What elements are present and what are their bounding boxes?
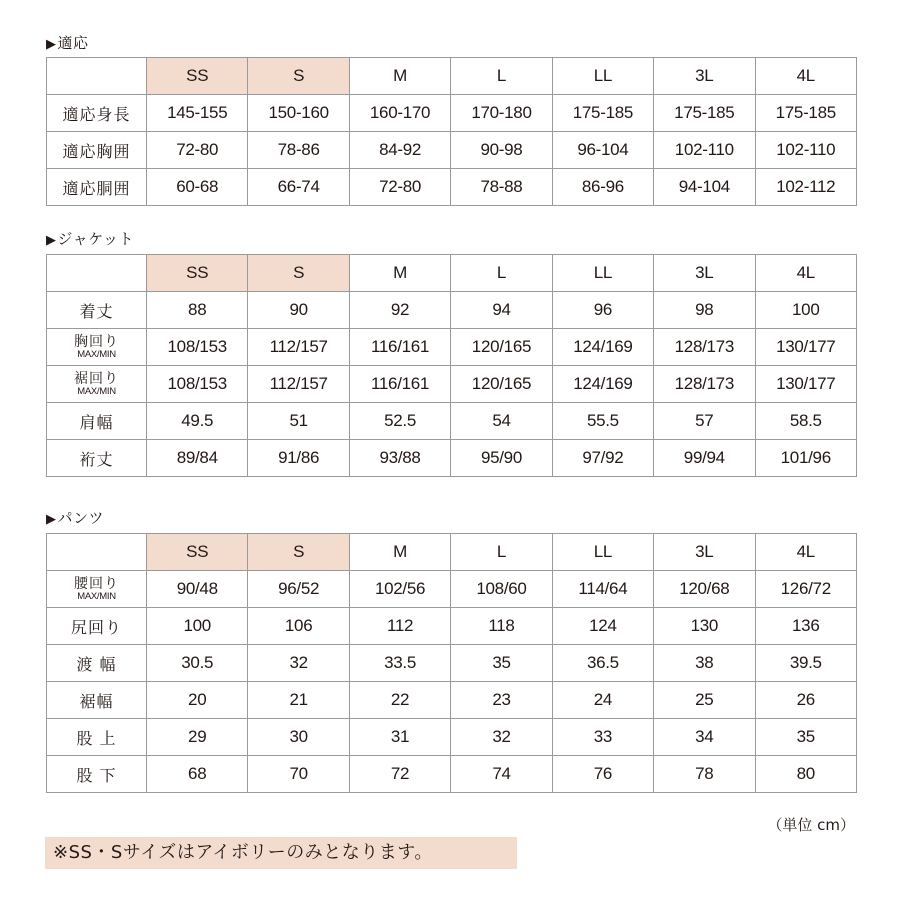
value-cell: 124 [552,608,653,645]
value-cell: 120/165 [451,329,552,366]
size-header-4l: 4L [755,534,856,571]
row-label: 適応胸囲 [47,132,147,169]
value-cell: 92 [349,292,450,329]
value-cell: 57 [654,403,755,440]
value-cell: 68 [147,756,248,793]
value-cell: 93/88 [349,440,450,477]
table-row [47,403,857,440]
row-label: 適応身長 [47,95,147,132]
value-cell: 35 [451,645,552,682]
value-cell: 128/173 [654,366,755,403]
row-label: 渡 幅 [47,645,147,682]
corner-cell [47,534,147,571]
value-cell: 97/92 [552,440,653,477]
availability-note: ※SS・Sサイズはアイボリーのみとなります。 [45,837,517,869]
value-cell: 98 [654,292,755,329]
table-row [47,571,857,608]
value-cell: 72-80 [147,132,248,169]
value-cell: 58.5 [755,403,856,440]
value-cell: 102/56 [349,571,450,608]
value-cell: 112 [349,608,450,645]
row-label-sub: MAX/MIN [77,385,116,397]
size-header-ss: SS [147,58,248,95]
value-cell: 20 [147,682,248,719]
value-cell: 116/161 [349,329,450,366]
row-label-main: 胸回り [74,333,119,350]
value-cell: 24 [552,682,653,719]
value-cell: 136 [755,608,856,645]
row-label: 尻回り [47,608,147,645]
value-cell: 84-92 [349,132,450,169]
row-label-main: 腰回り [74,575,119,592]
header-row [47,58,857,95]
value-cell: 66-74 [248,169,349,206]
size-header-ll: LL [552,255,653,292]
value-cell: 94 [451,292,552,329]
section-title-text: パンツ [57,509,105,527]
corner-cell [47,58,147,95]
value-cell: 25 [654,682,755,719]
value-cell: 118 [451,608,552,645]
size-header-3l: 3L [654,58,755,95]
value-cell: 101/96 [755,440,856,477]
value-cell: 91/86 [248,440,349,477]
table-row [47,292,857,329]
value-cell: 78 [654,756,755,793]
value-cell: 60-68 [147,169,248,206]
header-row [47,255,857,292]
section-title-pants [46,509,104,529]
value-cell: 76 [552,756,653,793]
value-cell: 30.5 [147,645,248,682]
unit-label: （単位 cm） [767,816,855,834]
size-header-ll: LL [552,534,653,571]
value-cell: 55.5 [552,403,653,440]
value-cell: 26 [755,682,856,719]
value-cell: 72 [349,756,450,793]
value-cell: 88 [147,292,248,329]
row-label: 裾幅 [47,682,147,719]
value-cell: 90/48 [147,571,248,608]
value-cell: 112/157 [248,366,349,403]
value-cell: 120/165 [451,366,552,403]
value-cell: 102-110 [654,132,755,169]
table-row [47,329,857,366]
section-title-jacket [46,230,134,250]
section-title-text: ジャケット [57,230,134,248]
table-row [47,719,857,756]
table-row [47,608,857,645]
value-cell: 130/177 [755,329,856,366]
value-cell: 51 [248,403,349,440]
value-cell: 72-80 [349,169,450,206]
value-cell: 23 [451,682,552,719]
table-row [47,132,857,169]
value-cell: 33 [552,719,653,756]
header-row [47,534,857,571]
value-cell: 35 [755,719,856,756]
value-cell: 100 [147,608,248,645]
value-cell: 130/177 [755,366,856,403]
size-header-l: L [451,255,552,292]
value-cell: 120/68 [654,571,755,608]
value-cell: 124/169 [552,329,653,366]
value-cell: 102-112 [755,169,856,206]
value-cell: 170-180 [451,95,552,132]
value-cell: 39.5 [755,645,856,682]
value-cell: 32 [451,719,552,756]
jacket-size-table [46,254,857,477]
value-cell: 54 [451,403,552,440]
value-cell: 90 [248,292,349,329]
table-row [47,756,857,793]
triangle-marker-icon: ▶ [46,233,57,248]
value-cell: 175-185 [654,95,755,132]
size-header-l: L [451,58,552,95]
value-cell: 21 [248,682,349,719]
value-cell: 78-86 [248,132,349,169]
value-cell: 128/173 [654,329,755,366]
table-row [47,169,857,206]
row-label [47,366,147,403]
value-cell: 106 [248,608,349,645]
value-cell: 96 [552,292,653,329]
value-cell: 33.5 [349,645,450,682]
triangle-marker-icon: ▶ [46,37,57,52]
size-header-3l: 3L [654,255,755,292]
table-row [47,645,857,682]
triangle-marker-icon: ▶ [46,512,57,527]
row-label-sub: MAX/MIN [77,348,116,360]
section-title-text: 適応 [57,34,89,52]
size-header-3l: 3L [654,534,755,571]
value-cell: 29 [147,719,248,756]
value-cell: 150-160 [248,95,349,132]
row-label: 股 下 [47,756,147,793]
value-cell: 116/161 [349,366,450,403]
size-header-l: L [451,534,552,571]
value-cell: 108/153 [147,366,248,403]
size-header-s: S [248,58,349,95]
value-cell: 130 [654,608,755,645]
row-label: 適応胴囲 [47,169,147,206]
value-cell: 94-104 [654,169,755,206]
row-label: 股 上 [47,719,147,756]
row-label-sub: MAX/MIN [77,590,116,602]
value-cell: 99/94 [654,440,755,477]
value-cell: 22 [349,682,450,719]
value-cell: 108/153 [147,329,248,366]
size-header-m: M [349,58,450,95]
size-header-4l: 4L [755,58,856,95]
value-cell: 80 [755,756,856,793]
value-cell: 96/52 [248,571,349,608]
value-cell: 112/157 [248,329,349,366]
corner-cell [47,255,147,292]
table-row [47,366,857,403]
value-cell: 52.5 [349,403,450,440]
value-cell: 90-98 [451,132,552,169]
value-cell: 70 [248,756,349,793]
row-label: 肩幅 [47,403,147,440]
value-cell: 95/90 [451,440,552,477]
row-label: 着丈 [47,292,147,329]
value-cell: 49.5 [147,403,248,440]
pants-size-table [46,533,857,793]
table-row [47,682,857,719]
fit-size-table [46,57,857,206]
size-header-m: M [349,255,450,292]
value-cell: 100 [755,292,856,329]
value-cell: 74 [451,756,552,793]
value-cell: 145-155 [147,95,248,132]
value-cell: 108/60 [451,571,552,608]
size-header-4l: 4L [755,255,856,292]
row-label: 裄丈 [47,440,147,477]
value-cell: 31 [349,719,450,756]
value-cell: 36.5 [552,645,653,682]
value-cell: 175-185 [552,95,653,132]
size-header-m: M [349,534,450,571]
size-header-ss: SS [147,255,248,292]
value-cell: 89/84 [147,440,248,477]
table-row [47,440,857,477]
value-cell: 124/169 [552,366,653,403]
size-header-ss: SS [147,534,248,571]
value-cell: 114/64 [552,571,653,608]
size-header-s: S [248,255,349,292]
value-cell: 78-88 [451,169,552,206]
row-label [47,329,147,366]
value-cell: 96-104 [552,132,653,169]
row-label-main: 裾回り [74,370,119,387]
row-label [47,571,147,608]
size-header-s: S [248,534,349,571]
value-cell: 30 [248,719,349,756]
value-cell: 38 [654,645,755,682]
table-row [47,95,857,132]
value-cell: 32 [248,645,349,682]
value-cell: 126/72 [755,571,856,608]
size-header-ll: LL [552,58,653,95]
section-title-fit [46,34,89,54]
value-cell: 160-170 [349,95,450,132]
value-cell: 175-185 [755,95,856,132]
value-cell: 102-110 [755,132,856,169]
value-cell: 34 [654,719,755,756]
value-cell: 86-96 [552,169,653,206]
